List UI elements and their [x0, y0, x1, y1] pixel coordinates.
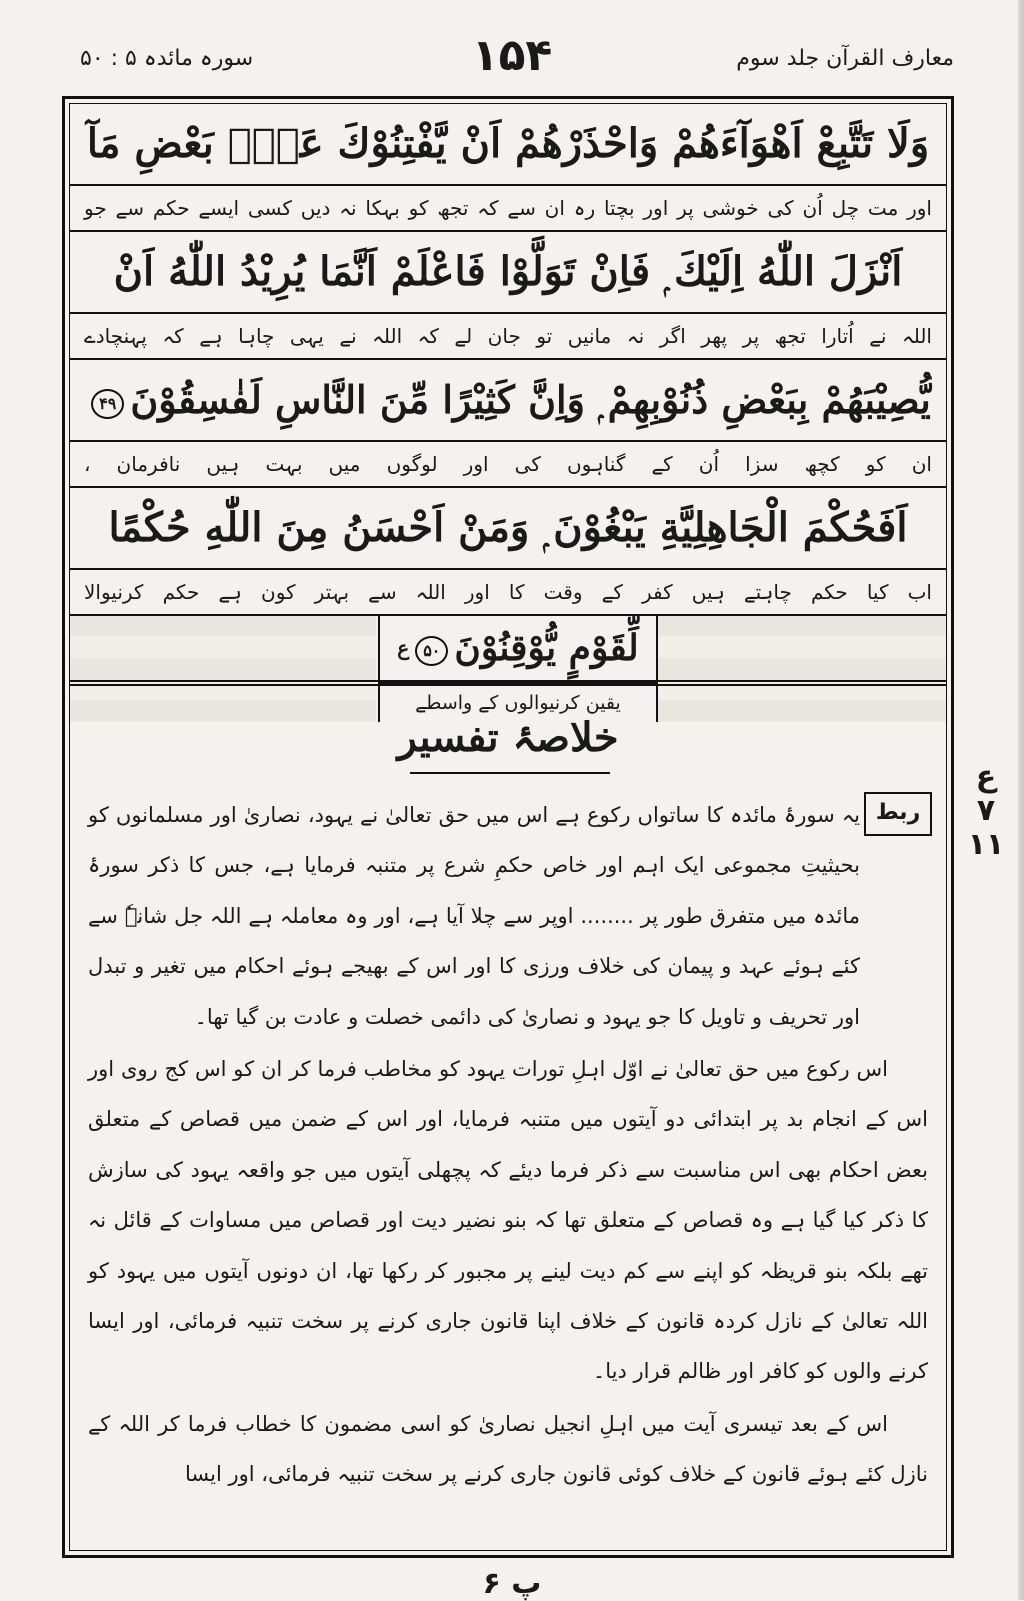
verse-row-4 — [70, 488, 946, 570]
ruku-side-marker: ع ۷ ۱۱ — [967, 759, 1005, 862]
page-number: ۱۵۴ — [471, 30, 553, 81]
verse-arabic — [380, 616, 656, 680]
verse-arabic: وَلَا تَتَّبِعْ اَهْوَآءَهُمْ وَاحْذَرْهُمْ اَنْ يَّفْتِنُوْكَ عَنْۢ بَعْضِ مَآ — [86, 120, 930, 167]
page-header — [70, 28, 954, 98]
tafseer-paragraph-1: یہ سورۂ مائدہ کا ساتواں رکوع ہے اس میں حق تعالیٰ نے یہود، نصاریٰ اور مسلمانوں کو بحیثیتِ مجموعی ایک اہم اور خاص حکمِ شرع پر متنبہ فرمایا ہے، جس کا ذکر سورۂ مائدہ میں متفرق طور پر ........ اوپر سے چلا آیا ہے، اور وہ معاملہ ہے اللہ جل شانہٗ سے کئے ہوئے عہد و پیمان کی خلاف ورزی کا اور اس کے بھیجے ہوئے احکام میں تغیر و تبدل اور تحریف و تاویل کا جو یہود و نصاریٰ کی دائمی خصلت و عادت بن گیا تھا۔ — [88, 803, 860, 1029]
verse-translation: یقین کرنیوالوں کے واسطے — [415, 692, 621, 714]
verse-row-2 — [70, 232, 946, 314]
page-frame — [62, 96, 954, 1558]
verse-cell — [378, 616, 658, 680]
verse-translation: اللہ نے اُتارا تجھ پر پھر اگر نہ مانیں تو جان لے کہ اللہ نے یہی چاہا ہے کہ پہنچادے — [84, 324, 932, 348]
translation-row-1 — [70, 186, 946, 232]
footer-signature-mark: پ ۶ — [482, 1566, 542, 1601]
tafseer-title: خلاصۂ تفسیر — [397, 714, 619, 761]
book-title: معارف القرآن جلد سوم — [736, 46, 954, 71]
translation-row-2 — [70, 314, 946, 360]
verse-text: يُّصِيْبَهُمْ بِبَعْضِ ذُنُوْبِهِمْ ۭ وَاِنَّ كَثِيْرًا مِّنَ النَّاسِ لَفٰسِقُوْنَ — [130, 377, 931, 422]
verse-arabic: اَفَحُكْمَ الْجَاهِلِيَّةِ يَبْغُوْنَ ۭ وَمَنْ اَحْسَنُ مِنَ اللّٰهِ حُكْمًا — [108, 504, 908, 551]
verse-arabic — [70, 360, 946, 440]
verse-translation: اب کیا حکم چاہتے ہیں کفر کے وقت کا اور اللہ سے بہتر کون ہے حکم کرنیوالا — [84, 580, 932, 604]
verse-row-3 — [70, 360, 946, 442]
shaded-bleed-right — [656, 616, 946, 680]
verse-table — [69, 103, 947, 1551]
ruku-mark: ع — [397, 636, 410, 660]
ayah-number-badge: ۴۹ — [91, 389, 124, 419]
verse-arabic: اَنْزَلَ اللّٰهُ اِلَيْكَ ۭ فَاِنْ تَوَلَّوْا فَاعْلَمْ اَنَّمَا يُرِيْدُ اللّٰهُ اَنْ — [113, 248, 903, 295]
verse-row-1 — [70, 104, 946, 186]
ayah-number-badge: ۵۰ — [415, 636, 448, 666]
tafseer-paragraph-2: اس رکوع میں حق تعالیٰ نے اوّل اہلِ تورات یہود کو مخاطب فرما کر ان کو اس کج روی اور اس کے انجام بد پر ابتدائی دو آیتوں میں متنبہ فرمایا، اور اس کے ضمن میں قصاص کے متعلق بعض احکام بھی اس مناسبت سے ذکر فرما دیئے کہ پچھلی آیتوں میں جو واقعہ یہود کی سازش کا ذکر کیا گیا ہے وہ قصاص کے متعلق تھا کہ بنو نضیر دیت اور قصاص میں مساوات کے قائل نہ تھے بلکہ بنو قریظہ کو اپنے سے کم دیت لینے پر مجبور کر رکھا تھا، ان دونوں آیتوں میں یہود کو اللہ تعالیٰ کے نازل کردہ قانون کے خلاف اپنا قانون جاری کرنے پر سخت تنبیہ فرمائی، اور ایسا کرنے والوں کو کافر اور ظالم قرار دیا۔ — [88, 1057, 928, 1384]
translation-row-4 — [70, 570, 946, 616]
verse-row-5 — [70, 616, 946, 682]
translation-row-3 — [70, 442, 946, 488]
tafseer-paragraph-3: اس کے بعد تیسری آیت میں اہلِ انجیل نصاریٰ کو اسی مضمون کا خطاب فرما کر اللہ کے نازل کئے ہوئے قانون کے خلاف کوئی قانون جاری کرنے پر سخت تنبیہ فرمائی، اور ایسا — [88, 1412, 928, 1487]
page-edge — [1018, 0, 1024, 1600]
shaded-bleed-left — [70, 616, 376, 680]
verse-translation: ان کو کچھ سزا اُن کے گناہوں کی اور لوگوں میں بہت ہیں نافرمان ، — [84, 452, 932, 476]
rabt-label: ربط — [864, 792, 932, 836]
surah-reference: سورہ مائدہ ۵ : ۵۰ — [80, 46, 254, 71]
verse-text: لِّقَوْمٍ يُّوْقِنُوْنَ — [454, 627, 639, 669]
verse-translation: اور مت چل اُن کی خوشی پر اور بچتا رہ ان سے کہ تجھ کو بہکا نہ دیں کسی ایسے حکم سے جو — [84, 196, 932, 220]
title-underline — [410, 772, 610, 774]
table-bottom-rule — [70, 684, 946, 686]
